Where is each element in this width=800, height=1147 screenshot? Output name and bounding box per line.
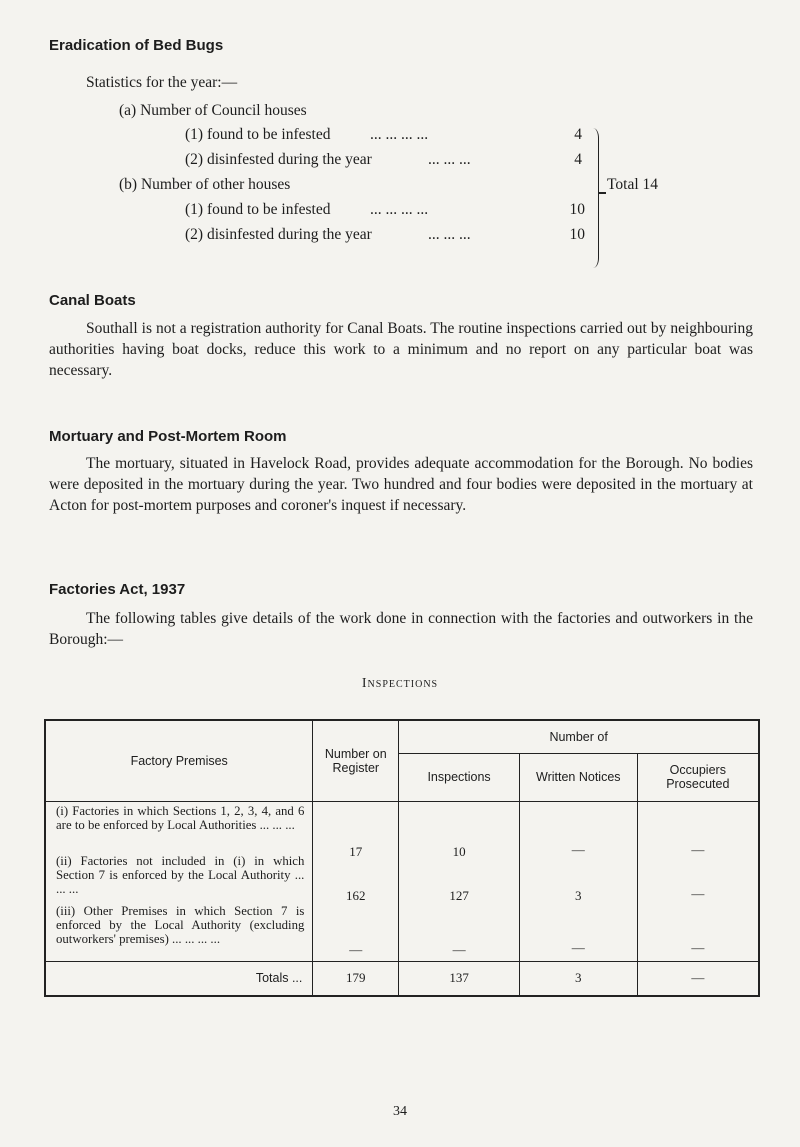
notices-iii: —	[571, 939, 585, 955]
totals-register: 179	[313, 961, 399, 996]
inspections-i: 10	[452, 843, 466, 859]
header-inspections: Inspections	[399, 753, 520, 801]
totals-inspections: 137	[399, 961, 520, 996]
other-houses-label: (b) Number of other houses	[119, 176, 291, 193]
bedbugs-heading: Eradication of Bed Bugs	[49, 37, 224, 54]
header-written-notices: Written Notices	[519, 753, 637, 801]
inspections-cell	[399, 801, 520, 961]
council-infested-value: 4	[574, 126, 582, 143]
factories-heading: Factories Act, 1937	[49, 581, 186, 598]
council-houses-label: (a) Number of Council houses	[119, 102, 307, 119]
canal-heading: Canal Boats	[49, 292, 136, 309]
bedbugs-total: Total 14	[607, 176, 659, 193]
prosecuted-iii: —	[691, 939, 705, 955]
canal-paragraph: Southall is not a registration authority for Canal Boats. The routine inspections carried out by neighbouring authorities having boat docks, reduce this work to a minimum and no report on any particular boat was necessary.	[49, 320, 753, 379]
inspections-ii: 127	[449, 887, 469, 903]
council-disinfested-dots: ... ... ...	[428, 151, 471, 168]
total-brace	[589, 128, 599, 268]
totals-prosecuted: —	[637, 961, 759, 996]
council-disinfested-label: (2) disinfested during the year	[185, 151, 372, 168]
notices-cell	[519, 801, 637, 961]
factories-paragraph: The following tables give details of the work done in connection with the factories and outworkers in the Borough:—	[49, 610, 753, 648]
other-infested-label: (1) found to be infested	[185, 201, 331, 218]
other-disinfested-dots: ... ... ...	[428, 226, 471, 243]
header-number-of: Number of	[399, 720, 759, 753]
council-disinfested-value: 4	[574, 151, 582, 168]
inspections-iii: —	[452, 941, 466, 957]
totals-notices: 3	[519, 961, 637, 996]
page-number: 34	[393, 1104, 407, 1119]
header-occupiers-prosecuted: Occupiers Prosecuted	[637, 753, 759, 801]
table-caption: Inspections	[361, 676, 439, 691]
inspections-table	[44, 719, 760, 997]
mortuary-paragraph: The mortuary, situated in Havelock Road, provides adequate accommodation for the Borough. No bodies were deposited in the mortuary during the year. Two hundred and four bodies were deposited in the mortuary at Acton for post-mortem purposes and coroner's inquest if necessary.	[49, 455, 753, 514]
prosecuted-cell	[637, 801, 759, 961]
register-ii: 162	[346, 887, 366, 903]
premises-cell	[45, 801, 313, 961]
prosecuted-i: —	[691, 841, 705, 857]
other-disinfested-label: (2) disinfested during the year	[185, 226, 372, 243]
totals-label: Totals ...	[255, 971, 303, 986]
other-infested-dots: ... ... ... ...	[370, 201, 429, 218]
header-premises: Factory Premises	[45, 720, 313, 801]
register-cell	[313, 801, 399, 961]
total-brace-tip	[598, 192, 606, 194]
council-infested-dots: ... ... ... ...	[370, 126, 429, 143]
row-label-iii: (iii) Other Premises in which Section 7 is enforced by the Local Authority (excluding outworkers' premises) ... ... ... ...	[56, 903, 305, 946]
notices-ii: 3	[575, 887, 582, 903]
council-infested-label: (1) found to be infested	[185, 126, 331, 143]
bedbugs-intro: Statistics for the year:—	[86, 74, 238, 91]
prosecuted-ii: —	[691, 885, 705, 901]
other-infested-value: 10	[569, 201, 585, 218]
other-disinfested-value: 10	[569, 226, 585, 243]
register-iii: —	[349, 941, 363, 957]
register-i: 17	[349, 843, 363, 859]
row-label-ii: (ii) Factories not included in (i) in which Section 7 is enforced by the Local Authority ... ... ...	[56, 853, 305, 896]
mortuary-heading: Mortuary and Post-Mortem Room	[49, 428, 287, 445]
row-label-i: (i) Factories in which Sections 1, 2, 3, 4, and 6 are to be enforced by Local Authorities ... ... ...	[56, 803, 305, 832]
notices-i: —	[571, 841, 585, 857]
header-register: Number on Register	[313, 720, 399, 801]
